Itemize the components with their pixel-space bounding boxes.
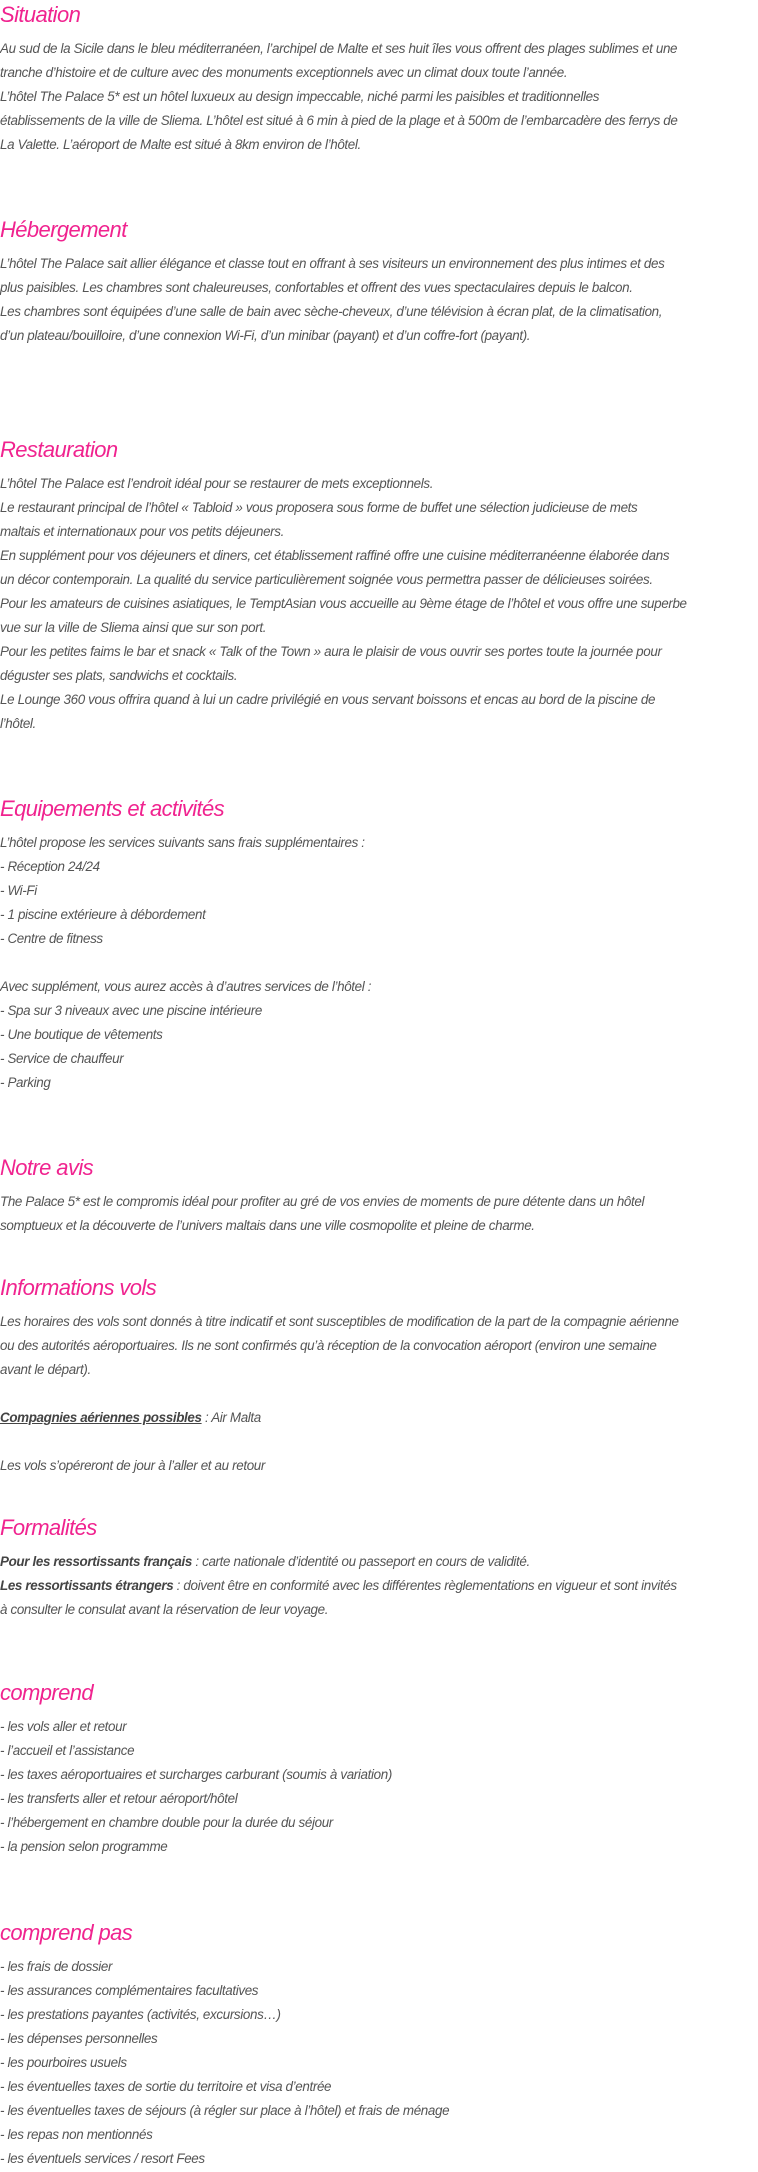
text-line: tranche d’histoire et de culture avec des monuments exceptionnels avec un climat doux toute l’année.: [0, 65, 568, 80]
section-title-formalites: Formalités: [0, 1515, 97, 1540]
list-item: - l’hébergement en chambre double pour la durée du séjour: [0, 1815, 333, 1830]
section-title-situation: Situation: [0, 2, 81, 27]
list-item: - Une boutique de vêtements: [0, 1027, 163, 1042]
list-item: - Réception 24/24: [0, 859, 100, 874]
text-line: En supplément pour vos déjeuners et diners, cet établissement raffiné offre une cuisine méditerranéenne élaborée dans: [0, 548, 670, 563]
airlines-line: [0, 1406, 758, 1430]
text-line: L’hôtel The Palace 5* est un hôtel luxueux au design impeccable, niché parmi les paisibles et traditionnelles: [0, 89, 600, 104]
avis-text: [0, 1190, 758, 1238]
text-line: d’un plateau/bouilloire, d’une connexion Wi-Fi, d’un minibar (payant) et d’un coffre-fort (payant).: [0, 328, 531, 343]
list-item: - les prestations payantes (activités, excursions…): [0, 2007, 281, 2022]
french-nationals-label: Pour les ressortissants français: [0, 1554, 192, 1569]
text-line: Le restaurant principal de l’hôtel « Tabloid » vous proposera sous forme de buffet une sélection judicieuse de mets: [0, 500, 638, 515]
comprend-pas-list: [0, 1955, 758, 2171]
section-title-hebergement: Hébergement: [0, 217, 127, 242]
text-line: déguster ses plats, sandwichs et cocktails.: [0, 668, 238, 683]
list-item: - 1 piscine extérieure à débordement: [0, 907, 206, 922]
list-item: - les repas non mentionnés: [0, 2127, 153, 2142]
section-formalites: [0, 1513, 758, 1622]
list-item: - les transferts aller et retour aéroport/hôtel: [0, 1791, 238, 1806]
text-line: Pour les amateurs de cuisines asiatiques, le TemptAsian vous accueille au 9ème étage de l’hôtel et vous offre une superbe: [0, 596, 687, 611]
spacer: [0, 1382, 758, 1406]
list-item: - la pension selon programme: [0, 1839, 168, 1854]
text-line: Les horaires des vols sont donnés à titre indicatif et sont susceptibles de modification de la part de la compagnie aérienne: [0, 1314, 679, 1329]
list-item: - l’accueil et l’assistance: [0, 1743, 135, 1758]
section-title-comprend: comprend: [0, 1680, 94, 1705]
paid-services-intro: Avec supplément, vous aurez accès à d’autres services de l’hôtel :: [0, 979, 372, 994]
list-item: - Parking: [0, 1075, 51, 1090]
text-line: Le Lounge 360 vous offrira quand à lui un cadre privilégié en vous servant boissons et encas au bord de la piscine de: [0, 692, 656, 707]
french-nationals-text: : carte nationale d’identité ou passeport en cours de validité.: [192, 1554, 530, 1569]
airlines-value: : Air Malta: [201, 1410, 261, 1425]
list-item: - les taxes aéroportuaires et surcharges carburant (soumis à variation): [0, 1767, 392, 1782]
text-line: maltais et internationaux pour vos petits déjeuners.: [0, 524, 285, 539]
list-item: - les éventuelles taxes de séjours (à régler sur place à l’hôtel) et frais de ménage: [0, 2103, 450, 2118]
list-item: - les frais de dossier: [0, 1959, 113, 1974]
restauration-text: [0, 472, 758, 736]
text-line: établissements de la ville de Sliema. L’hôtel est situé à 6 min à pied de la plage et à 500m de l’embarcadère des ferrys de: [0, 113, 678, 128]
section-comprend: [0, 1678, 758, 1859]
section-title-equipements: Equipements et activités: [0, 796, 225, 821]
section-title-restauration: Restauration: [0, 437, 118, 462]
formalites-text: [0, 1550, 758, 1622]
section-situation: [0, 0, 758, 157]
section-title-avis: Notre avis: [0, 1155, 94, 1180]
section-title-comprend-pas: comprend pas: [0, 1920, 133, 1945]
text-line: L’hôtel The Palace sait allier élégance et classe tout en offrant à ses visiteurs un environnement des plus intimes et des: [0, 256, 665, 271]
text-line: avant le départ).: [0, 1362, 91, 1377]
comprend-list: [0, 1715, 758, 1859]
list-item: - Centre de fitness: [0, 931, 103, 946]
text-line: Au sud de la Sicile dans le bleu méditerranéen, l’archipel de Malte et ses huit îles vous offrent des plages sublimes et une: [0, 41, 678, 56]
text-line: La Valette. L’aéroport de Malte est situé à 8km environ de l’hôtel.: [0, 137, 361, 152]
section-equipements: [0, 794, 758, 1095]
section-title-vols: Informations vols: [0, 1275, 157, 1300]
foreign-nationals-text: : doivent être en conformité avec les différentes règlementations en vigueur et sont invités: [173, 1578, 677, 1593]
equipements-text: [0, 831, 758, 1095]
text-line: l’hôtel.: [0, 716, 36, 731]
text-line: plus paisibles. Les chambres sont chaleureuses, confortables et offrent des vues spectaculaires depuis le balcon.: [0, 280, 633, 295]
section-restauration: [0, 435, 758, 736]
list-item: - les vols aller et retour: [0, 1719, 127, 1734]
text-line: The Palace 5* est le compromis idéal pour profiter au gré de vos envies de moments de pure détente dans un hôtel: [0, 1194, 645, 1209]
situation-text: [0, 37, 758, 157]
free-services-intro: L’hôtel propose les services suivants sans frais supplémentaires :: [0, 835, 365, 850]
list-item: - Wi-Fi: [0, 883, 37, 898]
text-line: Les chambres sont équipées d’une salle de bain avec sèche-cheveux, d’une télévision à écran plat, de la climatisation,: [0, 304, 663, 319]
schedule-note: Les vols s’opéreront de jour à l’aller et au retour: [0, 1458, 265, 1473]
section-vols: [0, 1273, 758, 1478]
section-avis: [0, 1153, 758, 1238]
airlines-label: Compagnies aériennes possibles: [0, 1410, 202, 1425]
text-line: somptueux et la découverte de l’univers maltais dans une ville cosmopolite et pleine de charme.: [0, 1218, 535, 1233]
french-nationals-line: [0, 1550, 758, 1574]
list-item: - les pourboires usuels: [0, 2055, 127, 2070]
list-item: - les éventuels services / resort Fees: [0, 2151, 205, 2166]
vols-text: [0, 1310, 758, 1478]
text-line: un décor contemporain. La qualité du service particulièrement soignée vous permettra passer de délicieuses soirées.: [0, 572, 653, 587]
list-item: - Service de chauffeur: [0, 1051, 124, 1066]
text-line: L’hôtel The Palace est l’endroit idéal pour se restaurer de mets exceptionnels.: [0, 476, 434, 491]
section-hebergement: [0, 215, 758, 348]
list-item: - Spa sur 3 niveaux avec une piscine intérieure: [0, 1003, 262, 1018]
text-line: ou des autorités aéroportuaires. Ils ne sont confirmés qu’à réception de la convocation aéroport (environ une semaine: [0, 1338, 657, 1353]
list-item: - les dépenses personnelles: [0, 2031, 158, 2046]
spacer: [0, 951, 758, 975]
section-comprend-pas: [0, 1918, 758, 2171]
list-item: - les assurances complémentaires facultatives: [0, 1983, 259, 1998]
spacer: [0, 1430, 758, 1454]
list-item: - les éventuelles taxes de sortie du territoire et visa d’entrée: [0, 2079, 332, 2094]
foreign-nationals-line: [0, 1574, 758, 1598]
text-line: vue sur la ville de Sliema ainsi que sur son port.: [0, 620, 267, 635]
hebergement-text: [0, 252, 758, 348]
text-line: à consulter le consulat avant la réservation de leur voyage.: [0, 1602, 329, 1617]
text-line: Pour les petites faims le bar et snack « Talk of the Town » aura le plaisir de vous ouvrir ses portes toute la journée pour: [0, 644, 662, 659]
foreign-nationals-label: Les ressortissants étrangers: [0, 1578, 174, 1593]
